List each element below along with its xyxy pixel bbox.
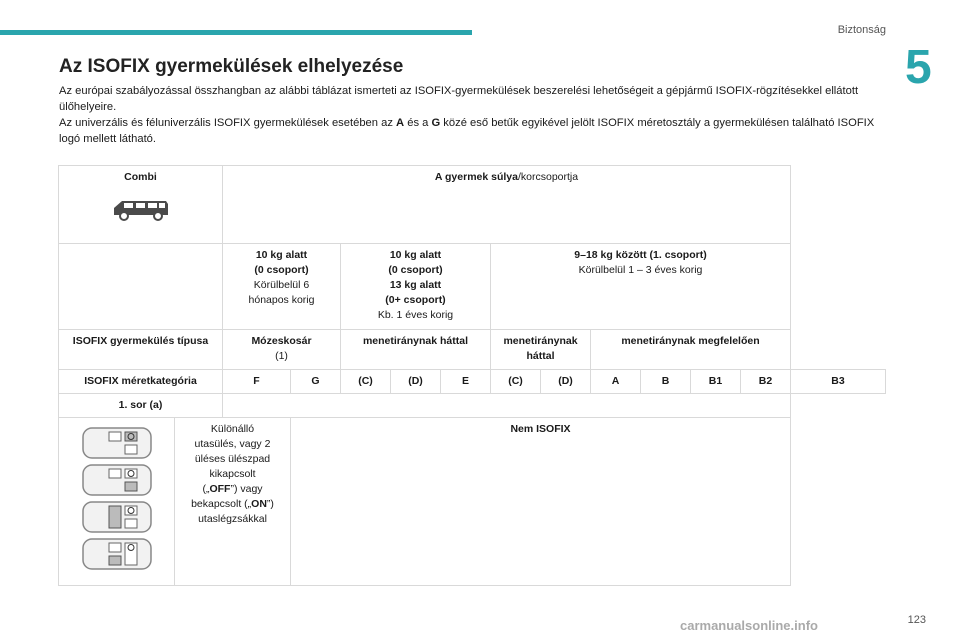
- seat-desc-line: utaslégzsákkal: [198, 513, 267, 525]
- seat-desc-line: [178, 497, 287, 512]
- airbag-off-text: OFF: [209, 483, 231, 495]
- seat-desc-text: ”) vagy: [230, 483, 263, 495]
- size-cell: B2: [741, 370, 791, 394]
- group-0-cell: [223, 244, 341, 330]
- size-cell: B1: [691, 370, 741, 394]
- size-cell: A: [591, 370, 641, 394]
- size-cell: B3: [791, 370, 886, 394]
- intro-text-part: és a: [404, 117, 432, 129]
- model-cell: [59, 166, 223, 244]
- intro-paragraph-1: Az európai szabályozással összhangban az alábbi táblázat ismerteti az ISOFIX-gyermekülések beszerelési lehetőségeit a gépjármű ISOFIX-rögzítésekkel ellátott ülőhelyeire.: [59, 85, 859, 113]
- row-1-label: 1. sor (a): [59, 394, 223, 418]
- seat-desc-line: Különálló: [210, 423, 255, 435]
- group-text: (0 csoport): [388, 264, 443, 276]
- size-cell: F: [223, 370, 291, 394]
- weight-header-rest: /korcsoportja: [517, 171, 579, 183]
- seat-layout-icon: [81, 463, 153, 497]
- group-1-cell: [491, 244, 791, 330]
- intro-letter-a: A: [396, 117, 405, 129]
- size-cell: G: [291, 370, 341, 394]
- group-text: Körülbelül 6: [253, 279, 310, 291]
- size-cell: (C): [341, 370, 391, 394]
- intro-text: [59, 83, 894, 147]
- type-rear-facing-2: menetiránynak háttal: [491, 330, 591, 370]
- seat-description: [175, 418, 291, 586]
- not-isofix-cell: Nem ISOFIX: [291, 418, 791, 586]
- weight-header: [223, 166, 791, 244]
- intro-text-part: Az univerzális és féluniverzális ISOFIX gyermekülések esetében az: [59, 117, 397, 129]
- group-text: 10 kg alatt: [255, 249, 308, 261]
- section-name: Biztonság: [837, 24, 886, 36]
- group-text: Kb. 1 éves korig: [377, 309, 454, 321]
- size-cell: (C): [491, 370, 541, 394]
- isofix-table: [58, 165, 886, 586]
- seat-desc-line: utasülés, vagy 2: [194, 438, 271, 450]
- intro-paragraph-2: [59, 115, 894, 147]
- group-text: (0+ csoport): [385, 294, 446, 306]
- type-moses-cell: [223, 330, 341, 370]
- size-label: ISOFIX méretkategória: [59, 370, 223, 394]
- size-cell: (D): [541, 370, 591, 394]
- seat-desc-text: bekapcsolt („: [191, 498, 252, 510]
- seat-desc-line: [178, 482, 287, 497]
- seat-layout-icon: [81, 426, 153, 460]
- type-moses: Mózeskosár: [251, 335, 312, 347]
- weight-header-bold: A gyermek súlya: [434, 171, 518, 183]
- group-text: 13 kg alatt: [389, 279, 442, 291]
- group-text: 10 kg alatt: [389, 249, 442, 261]
- size-cell: B: [641, 370, 691, 394]
- size-cell: E: [441, 370, 491, 394]
- group-text: hónapos korig: [248, 294, 315, 306]
- size-row: [59, 370, 886, 394]
- empty-cell: [59, 244, 223, 330]
- empty-cell: [223, 394, 791, 418]
- size-cell: (D): [391, 370, 441, 394]
- type-rear-facing: menetiránynak háttal: [341, 330, 491, 370]
- type-label: ISOFIX gyermekülés típusa: [59, 330, 223, 370]
- group-0plus-cell: [341, 244, 491, 330]
- type-moses-note: (1): [275, 350, 288, 362]
- header-accent-bar: [0, 30, 472, 35]
- intro-text-part: közé eső betűk egyikével jelölt ISOFIX méretosztály a gyermekülésen található ISOFIX logó mellett látható.: [59, 117, 875, 145]
- seat-desc-line: kikapcsolt: [209, 468, 256, 480]
- seat-desc-text: („: [202, 483, 210, 495]
- seat-layout-icon: [81, 537, 153, 571]
- watermark: carmanualsonline.info: [680, 618, 818, 633]
- group-text: Körülbelül 1 – 3 éves korig: [578, 264, 703, 276]
- group-text: 9–18 kg között (1. csoport): [574, 249, 707, 261]
- seat-desc-line: üléses ülészpad: [194, 453, 271, 465]
- model-name: Combi: [124, 171, 157, 183]
- airbag-on-text: ON: [251, 498, 267, 510]
- page-number: 123: [907, 614, 926, 626]
- intro-letter-g: G: [431, 117, 441, 129]
- seat-diagrams-cell: [59, 418, 175, 586]
- type-forward-facing: menetiránynak megfelelően: [591, 330, 791, 370]
- seat-layout-icon: [81, 500, 153, 534]
- seat-desc-text: ”): [266, 498, 274, 510]
- chapter-number: 5: [905, 41, 932, 94]
- group-text: (0 csoport): [254, 264, 309, 276]
- van-icon: [110, 195, 172, 223]
- page-title: Az ISOFIX gyermekülések elhelyezése: [59, 56, 404, 77]
